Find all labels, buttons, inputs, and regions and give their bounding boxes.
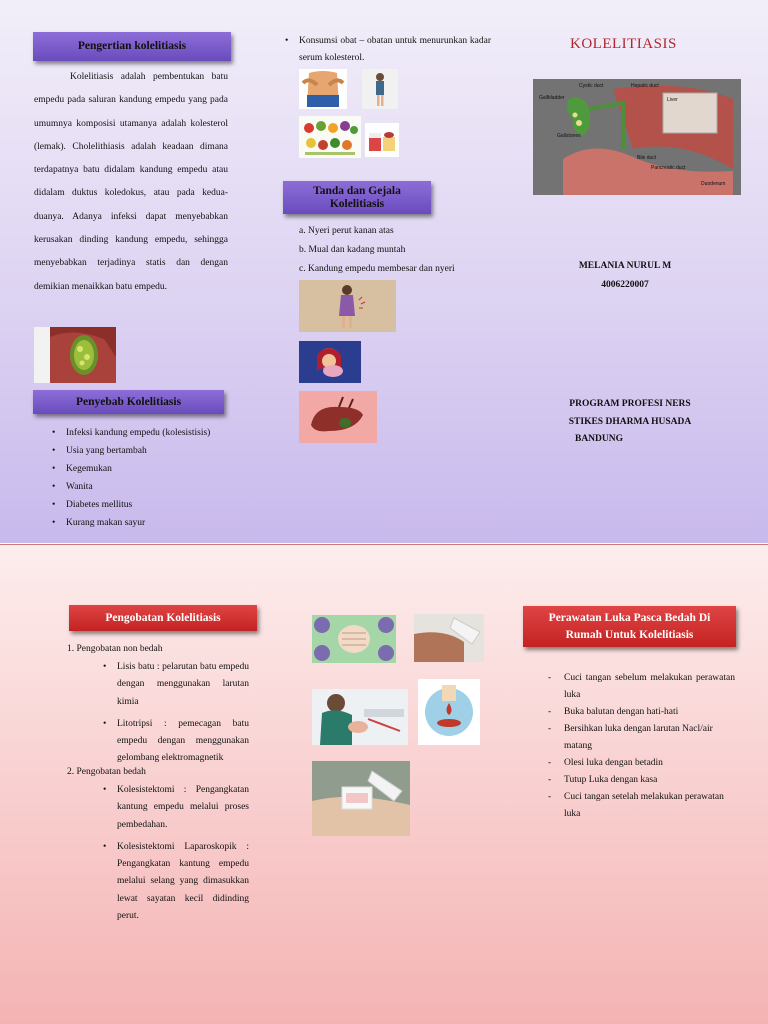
list-item: a. Nyeri perut kanan atas: [299, 226, 394, 236]
vegetables-image: [299, 116, 361, 158]
list-item: - Cuci tangan sebelum melakukan perawatan luka: [548, 673, 735, 700]
diagram-label: Gallstones: [557, 133, 581, 139]
diagram-label: Pancreatic duct: [651, 165, 686, 171]
abdominal-pain-illustration: [299, 280, 396, 332]
list-item: • Kurang makan sayur: [52, 514, 242, 532]
list-item: • Litotripsi : pemecagan batu empedu dengan menggunakan gelombang elektromagnetik: [103, 716, 249, 768]
pengobatan-item-2: 2. Pengobatan bedah: [67, 767, 146, 777]
list-item: • Wanita: [52, 478, 242, 496]
handwashing-image: [312, 615, 396, 663]
perawatan-list: [548, 670, 735, 823]
diagram-label: Gallbladder: [539, 95, 565, 101]
list-item: • Diabetes mellitus: [52, 496, 242, 514]
penyebab-list: [52, 424, 242, 532]
nurse-treating-child-photo: [312, 689, 408, 745]
brochure-title: KOLELITIASIS: [570, 36, 677, 52]
list-item: - Olesi luka dengan betadin: [548, 758, 663, 768]
diagram-label: Bile duct: [637, 155, 657, 161]
list-item: b. Mual dan kadang muntah: [299, 245, 406, 255]
betadine-drop-image: [418, 679, 480, 745]
pengobatan-item-1: 1. Pengobatan non bedah: [67, 644, 163, 654]
brochure-inside-page: [0, 544, 768, 1024]
gallbladder-anatomy-diagram: [533, 79, 741, 195]
institution-line-3: BANDUNG: [574, 434, 624, 444]
wound-care-photo: [414, 614, 484, 662]
nausea-illustration: [299, 341, 361, 383]
penyebab-header: Penyebab Kolelitiasis: [33, 390, 224, 414]
pengertian-text: Kolelitiasis adalah pembentukan batu empedu pada saluran kandung empedu yang pada umumnya komposisi utamanya adalah kolesterol (lemak). Cholelithiasis adalah keadaan dimana terdapatnya batu didalam kandung empedu atau didalam duktus koledokus, atau pada kedua-duanya. Adanya infeksi dapat menyebabkan kerusakan dinding kandung empedu, sehingga menyebabkan terjadinya statis dan dengan demikian menaikkan batu empedu.: [34, 72, 228, 292]
list-item: - Buka balutan dengan hati-hati: [548, 707, 679, 717]
list-item: • Konsumsi obat – obatan untuk menurunkan kadar serum kolesterol.: [285, 33, 491, 67]
institution-line-2: STIKES DHARMA HUSADA: [568, 417, 692, 427]
woman-figure-image: [362, 69, 398, 109]
list-item: - Bersihkan luka dengan larutan Nacl/air matang: [548, 724, 713, 751]
belly-photo: [299, 69, 347, 109]
author-name: MELANIA NURUL M: [578, 261, 672, 271]
institution-line-1: PROGRAM PROFESI NERS: [569, 399, 691, 409]
konsumsi-list: [285, 33, 491, 67]
diagram-label: Liver: [667, 97, 678, 103]
list-item: c. Kandung empedu membesar dan nyeri: [299, 264, 455, 274]
diagram-label: Hepatic duct: [631, 83, 659, 89]
diagram-label: Duodenum: [701, 181, 726, 187]
author-id: 4006220007: [601, 280, 649, 290]
list-item: • Kolesistektomi Laparoskopik : Pengangkatan kantung empedu melalui selang yang dimasukkan lewat sayatan kecil didinding perut.: [103, 839, 249, 925]
pengobatan-header: Pengobatan Kolelitiasis: [69, 605, 257, 631]
list-item: • Lisis batu : pelarutan batu empedu dengan menggunakan larutan kimia: [103, 659, 249, 711]
tanda-list: [299, 222, 499, 279]
list-item: • Kolesistektomi : Pengangkatan kantung empedu melalui proses pembedahan.: [103, 782, 249, 834]
list-item: - Cuci tangan setelah melakukan perawatan luka: [548, 792, 724, 819]
pengertian-header: Pengertian kolelitiasis: [33, 32, 231, 61]
perawatan-header: Perawatan Luka Pasca Bedah Di Rumah Untuk Kolelitiasis: [523, 606, 736, 647]
list-item: • Usia yang bertambah: [52, 442, 242, 460]
list-item: • Kegemukan: [52, 460, 242, 478]
tanda-header: Tanda dan Gejala Kolelitiasis: [283, 181, 431, 214]
diagram-label: Cystic duct: [579, 83, 604, 89]
pengobatan-bedah-list: [103, 782, 249, 925]
list-item: • Infeksi kandung empedu (kolesistisis): [52, 424, 242, 442]
wound-dressing-photo: [312, 761, 410, 836]
list-item: - Tutup Luka dengan kasa: [548, 775, 658, 785]
pengobatan-non-bedah-list: [103, 659, 249, 768]
enlarged-liver-illustration: [299, 391, 377, 443]
gallbladder-photo: [34, 327, 116, 383]
medicine-image: [365, 123, 399, 157]
